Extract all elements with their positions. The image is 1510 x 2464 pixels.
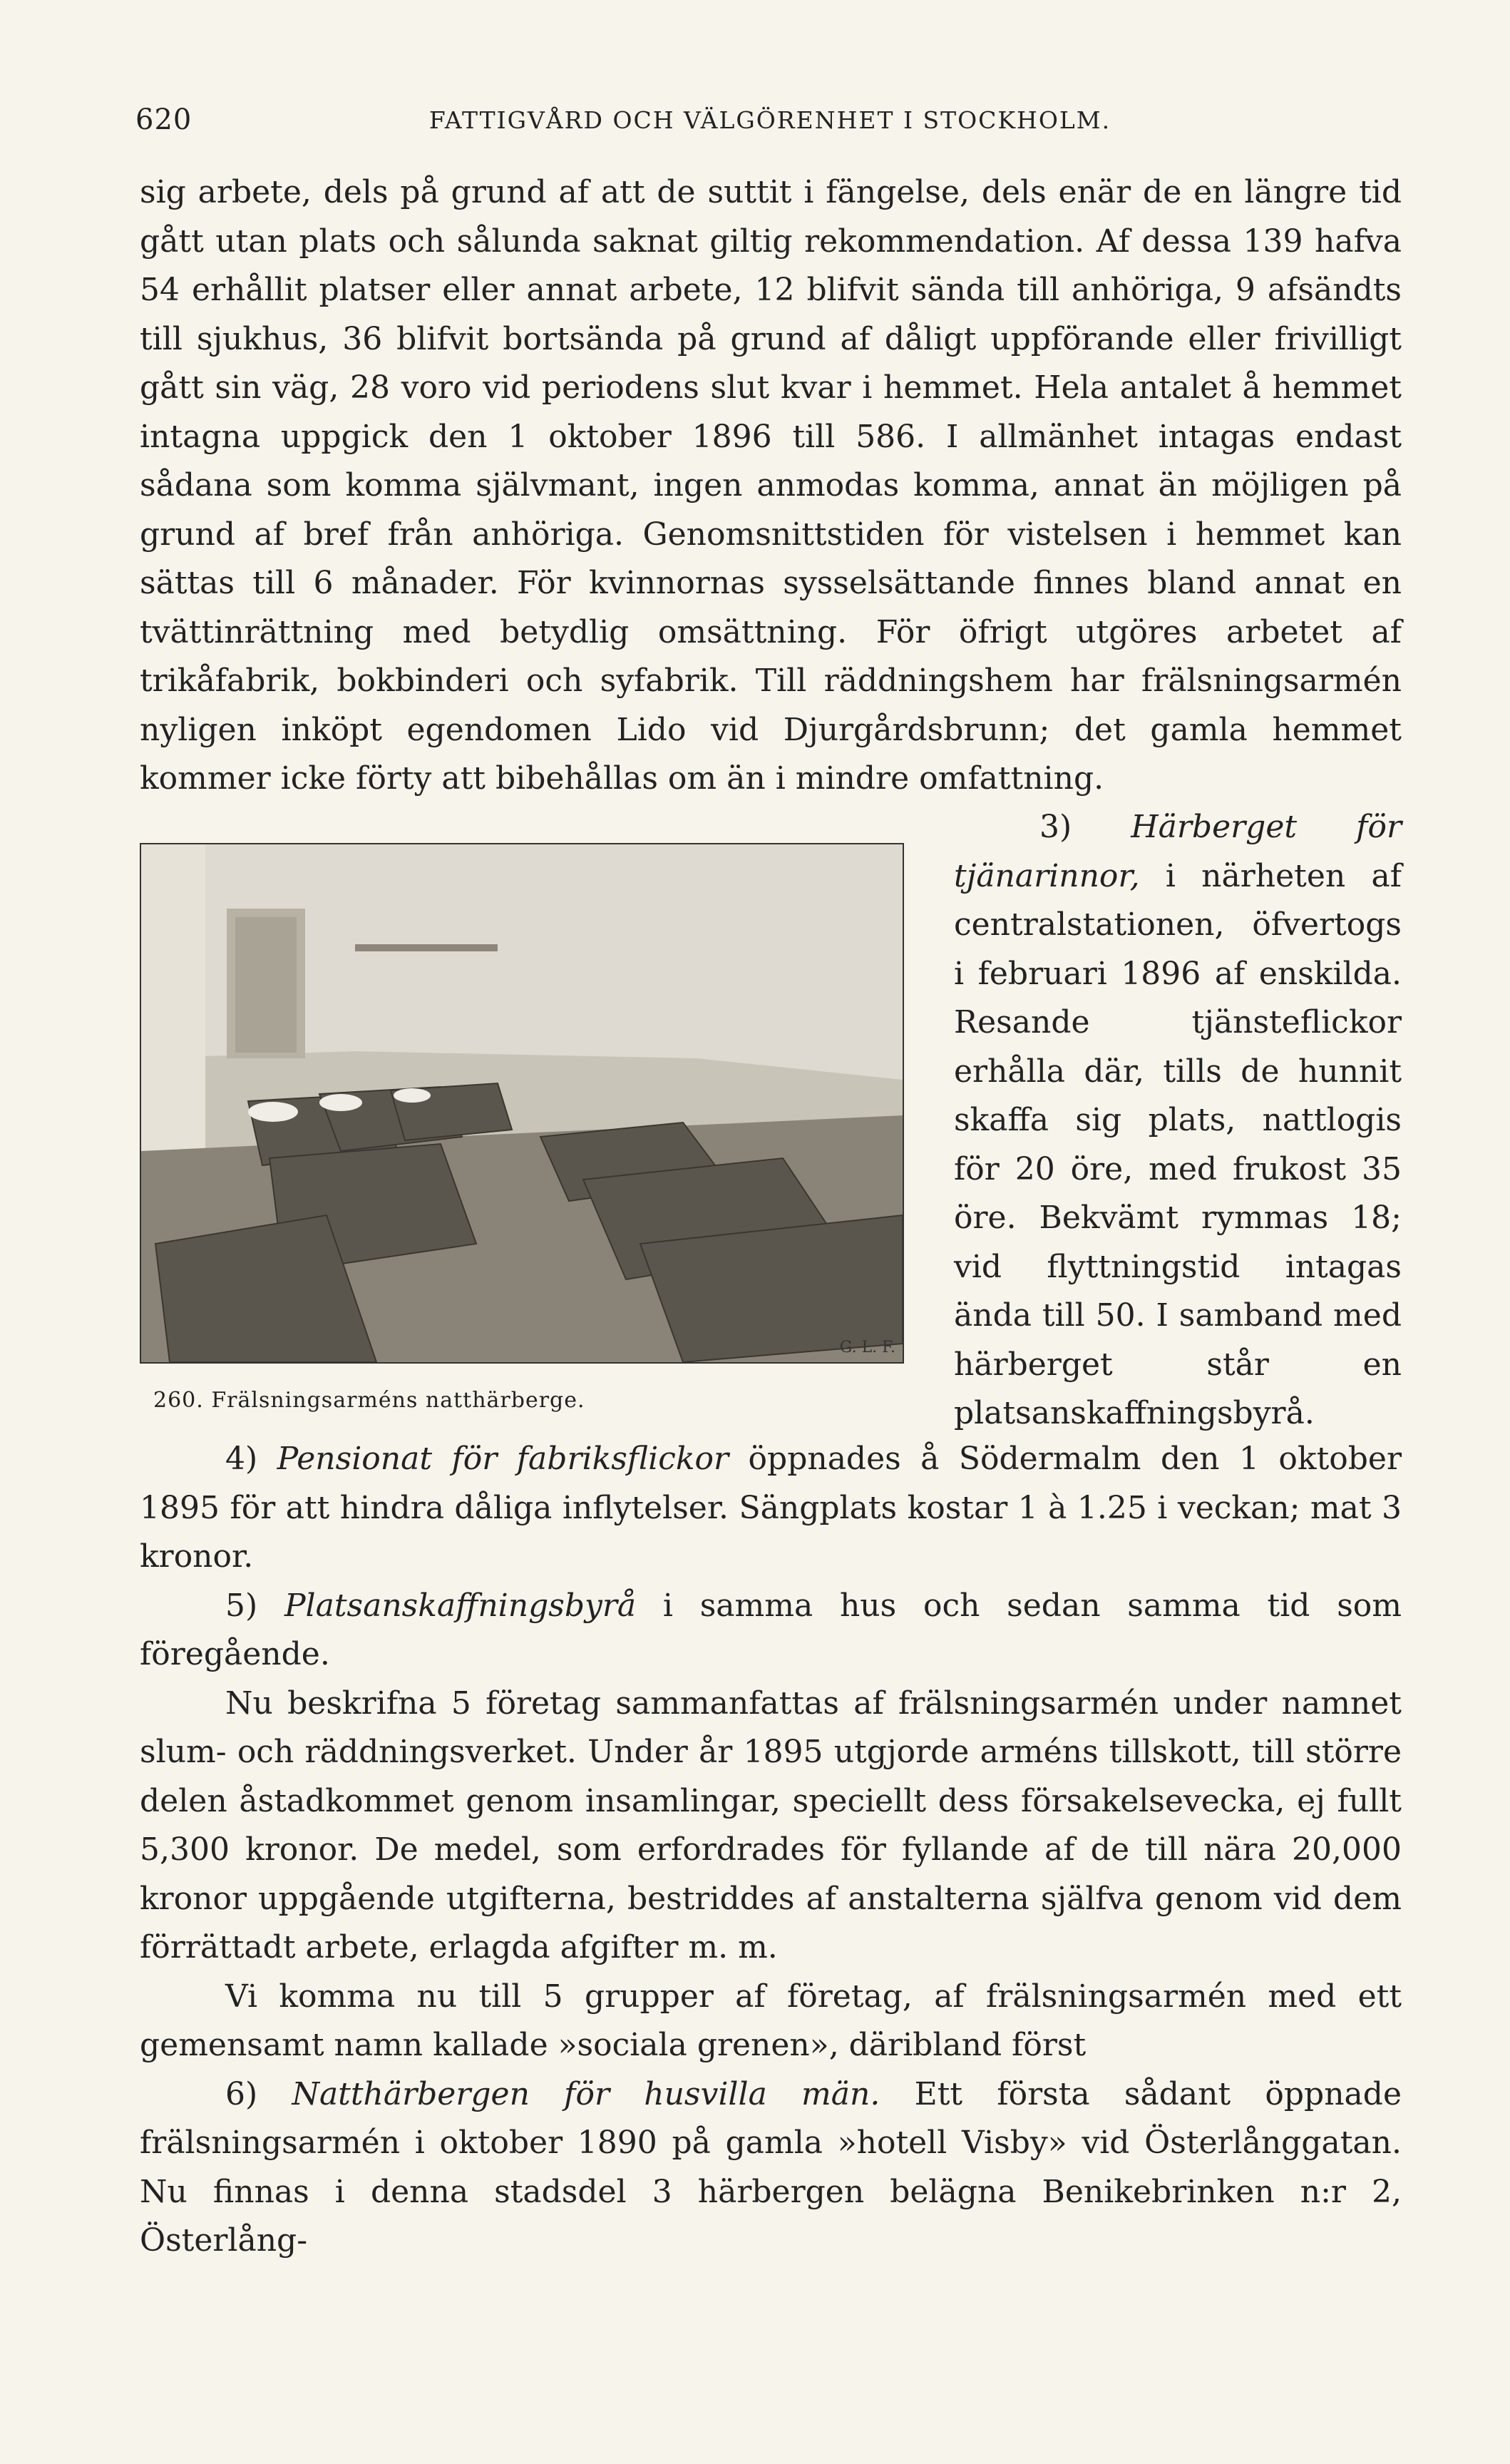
item-title: Natthärbergen för husvilla män. [292, 2075, 880, 2112]
dormitory-photo [140, 843, 904, 1364]
page-header [135, 103, 1404, 146]
paragraph: Nu beskrifna 5 företag sammanfattas af frälsningsarmén under namnet slum- och räddningsverket. Under år 1895 utgjorde arméns tillskott, till större delen åstadkommet genom insamlingar, speciellt dess försakelsevecka, ej fullt 5,300 kronor. De medel, som erfordrades för fyllande af de till nära 20,000 kronor uppgående utgifterna, bestriddes af anstalterna själfva genom vid dem förrättadt arbete, erlagda afgifter m. m. [140, 1685, 1402, 1965]
paragraph [954, 803, 1402, 1438]
photographer-mark: G. L. F. [839, 1339, 895, 1356]
item-text: Ett första sådant öppnade frälsningsarmén i oktober 1890 på gamla »hotell Visby» vid Österlånggatan. Nu finnas i denna stadsdel 3 härbergen belägna Benikebrinken n:r 2, Österlång- [140, 2075, 1402, 2259]
body-text-top [140, 168, 1402, 804]
item-number: 3) [1039, 809, 1072, 845]
item-title: Härberget för tjänarinnor, [954, 809, 1402, 894]
item-text: i närheten af centralstationen, öfvertogs i februari 1896 af enskilda. Resande tjänsteflickor erhålla där, tills de hunnit skaffa sig plats, nattlogis för 20 öre, med frukost 35 öre. Bekvämt rymmas 18; vid flyttningstid intagas ända till 50. I samband med härberget står en platsanskaffningsbyrå. [954, 857, 1402, 1431]
page-number: 620 [135, 103, 192, 136]
side-column-text [954, 803, 1402, 1438]
item-title: Platsanskaffningsbyrå [284, 1587, 637, 1624]
item-text: i samma hus och sedan samma tid som föregående. [140, 1587, 1402, 1672]
paragraph [140, 1435, 1402, 1582]
paragraph [140, 2070, 1402, 2266]
paragraph: Vi komma nu till 5 grupper af företag, af frälsningsarmén med ett gemensamt namn kallade »sociala grenen», däribland först [140, 1978, 1402, 2063]
body-text-bottom [140, 1435, 1402, 2266]
item-number: 6) [225, 2075, 258, 2112]
paragraph [140, 1582, 1402, 1680]
item-text: öppnades å Södermalm den 1 oktober 1895 för att hindra dåliga inflytelser. Sängplats kostar 1 à 1.25 i veckan; mat 3 kronor. [140, 1441, 1402, 1575]
figure-photo [140, 843, 903, 1364]
figure-caption: 260. Frälsningsarméns natthärberge. [153, 1388, 585, 1413]
paragraph: sig arbete, dels på grund af att de suttit i fängelse, dels enär de en längre tid gått utan plats och sålunda saknat giltig rekommendation. Af dessa 139 hafva 54 erhållit platser eller annat arbete, 12 blifvit sända till anhöriga, 9 afsändts till sjukhus, 36 blifvit bortsända på grund af dåligt uppförande eller frivilligt gått sin väg, 28 voro vid periodens slut kvar i hemmet. Hela antalet å hemmet intagna uppgick den 1 oktober 1896 till 586. I allmänhet intagas endast sådana som komma självmant, ingen anmodas komma, annat än möjligen på grund af bref från anhöriga. Genomsnittstiden för vistelsen i hemmet kan sättas till 6 månader. För kvinnornas sysselsättande finnes bland annat en tvättinrättning med betydlig omsättning. För öfrigt utgöres arbetet af trikåfabrik, bokbinderi och syfabrik. Till räddningshem har frälsningsarmén nyligen inköpt egendomen Lido vid Djurgårdsbrunn; det gamla hemmet kommer icke förty att bibehållas om än i mindre omfattning. [140, 174, 1402, 797]
item-title: Pensionat för fabriksflickor [277, 1441, 729, 1477]
item-number: 4) [225, 1441, 258, 1477]
running-title: FATTIGVÅRD OCH VÄLGÖRENHET I STOCKHOLM. [428, 106, 1111, 134]
dormitory-illustration [141, 844, 903, 1362]
item-number: 5) [225, 1587, 258, 1624]
